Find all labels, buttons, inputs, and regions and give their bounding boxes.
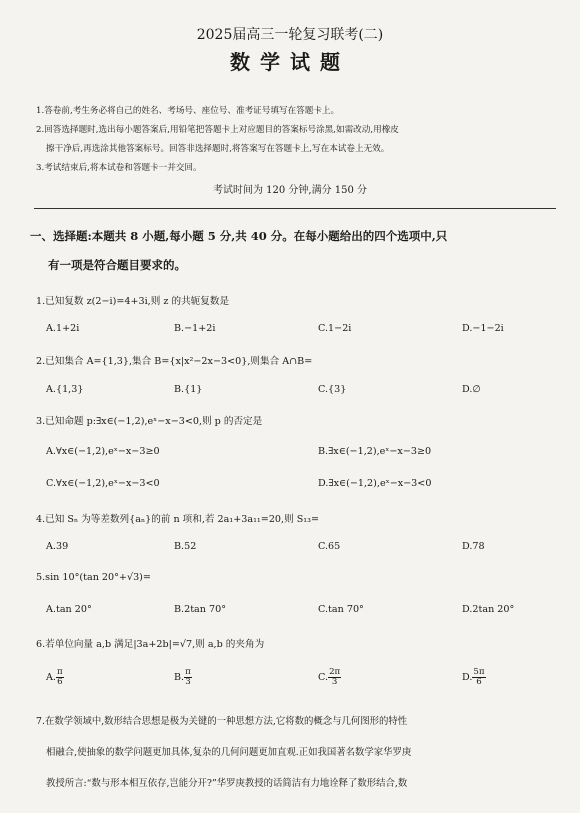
section-heading-cont: 有一项是符合题目要求的。: [48, 258, 186, 272]
q5-option-c: C.tan 70°: [318, 604, 364, 615]
q6-option-c-fraction: [328, 668, 341, 687]
subject-title: 数学试题: [230, 50, 350, 74]
q5-option-d: D.2tan 20°: [462, 604, 515, 615]
q6-option-b-letter: B.: [174, 672, 185, 683]
header-divider: [34, 208, 556, 209]
q6-option-a-numerator: π: [56, 667, 63, 677]
q1-option-b: B.−1+2i: [174, 323, 216, 334]
q5-option-b: B.2tan 70°: [174, 604, 227, 615]
section-heading: 一、选择题:本题共 8 小题,每小题 5 分,共 40 分。在每小题给出的四个选项中,只: [30, 229, 448, 243]
question-7-line-1: 7.在数学领域中,数形结合思想是极为关键的一种思想方法,它将数的概念与几何图形的特性: [36, 716, 408, 727]
q6-option-a-denominator: 6: [57, 677, 63, 687]
question-7-line-2: 相融合,使抽象的数学问题更加具体,复杂的几何问题更加直观.正如我国著名数学家华罗庚: [46, 747, 412, 758]
q6-option-c-numerator: 2π: [329, 667, 341, 677]
q6-option-b-numerator: π: [185, 667, 191, 677]
q1-option-a: A.1+2i: [46, 323, 80, 334]
note-2: 2.回答选择题时,选出每小题答案后,用铅笔把答题卡上对应题目的答案标号涂黑,如需改动,用橡皮: [36, 125, 399, 135]
q3-option-a: A.∀x∈(−1,2),eˣ−x−3≥0: [46, 446, 160, 457]
q1-option-d: D.−1−2i: [462, 323, 504, 334]
q6-option-d-numerator: 5π: [473, 667, 485, 677]
q6-option-b-fraction: [184, 668, 192, 687]
q6-option-a-fraction: [56, 668, 64, 687]
question-6-stem: 6.若单位向量 a,b 满足|3a+2b|=√7,则 a,b 的夹角为: [36, 639, 265, 650]
exam-title: 2025届高三一轮复习联考(二): [196, 27, 384, 43]
q2-option-c: C.{3}: [318, 384, 347, 395]
q6-option-d: [462, 668, 486, 687]
q5-option-a: A.tan 20°: [46, 604, 92, 615]
question-3-stem: 3.已知命题 p:∃x∈(−1,2),eˣ−x−3<0,则 p 的否定是: [36, 416, 263, 427]
q2-option-a: A.{1,3}: [46, 384, 84, 395]
exam-time: 考试时间为 120 分钟,满分 150 分: [212, 185, 368, 196]
note-2-cont: 擦干净后,再选涂其他答案标号。回答非选择题时,将答案写在答题卡上,写在本试卷上无效。: [46, 144, 390, 154]
q3-option-b: B.∃x∈(−1,2),eˣ−x−3≥0: [318, 446, 432, 457]
q3-option-d: D.∃x∈(−1,2),eˣ−x−3<0: [318, 478, 432, 489]
q6-option-c: [318, 668, 341, 687]
q4-option-c: C.65: [318, 541, 341, 552]
note-1: 1.答卷前,考生务必将自己的姓名、考场号、座位号、准考证号填写在答题卡上。: [36, 106, 340, 116]
note-3: 3.考试结束后,将本试卷和答题卡一并交回。: [36, 163, 202, 173]
q6-option-d-fraction: [472, 668, 485, 687]
q2-option-b: B.{1}: [174, 384, 203, 395]
q2-option-d: D.∅: [462, 384, 481, 395]
question-1-stem: 1.已知复数 z(2−i)=4+3i,则 z 的共轭复数是: [36, 296, 230, 307]
q6-option-c-letter: C.: [318, 672, 329, 683]
q6-option-d-denominator: 6: [476, 677, 482, 687]
q1-option-c: C.1−2i: [318, 323, 352, 334]
q6-option-a-letter: A.: [46, 672, 56, 683]
q6-option-d-letter: D.: [462, 672, 473, 683]
question-7-line-3: 教授所言:“数与形本相互依存,岂能分开?”华罗庚教授的话简洁有力地诠释了数形结合,数: [46, 778, 408, 789]
question-2-stem: 2.已知集合 A={1,3},集合 B={x|x²−2x−3<0},则集合 A∩B=: [36, 356, 313, 367]
question-5-stem: 5.sin 10°(tan 20°+√3)=: [36, 572, 151, 583]
q4-option-a: A.39: [46, 541, 69, 552]
question-4-stem: 4.已知 Sₙ 为等差数列{aₙ}的前 n 项和,若 2a₁+3a₁₁=20,则 S₁₃=: [36, 514, 320, 525]
q6-option-c-denominator: 3: [331, 677, 338, 687]
q4-option-b: B.52: [174, 541, 197, 552]
q3-option-c: C.∀x∈(−1,2),eˣ−x−3<0: [46, 478, 160, 489]
q6-option-a: [46, 668, 64, 687]
q6-option-b-denominator: 3: [185, 677, 191, 687]
q6-option-b: [174, 668, 192, 687]
q4-option-d: D.78: [462, 541, 485, 552]
